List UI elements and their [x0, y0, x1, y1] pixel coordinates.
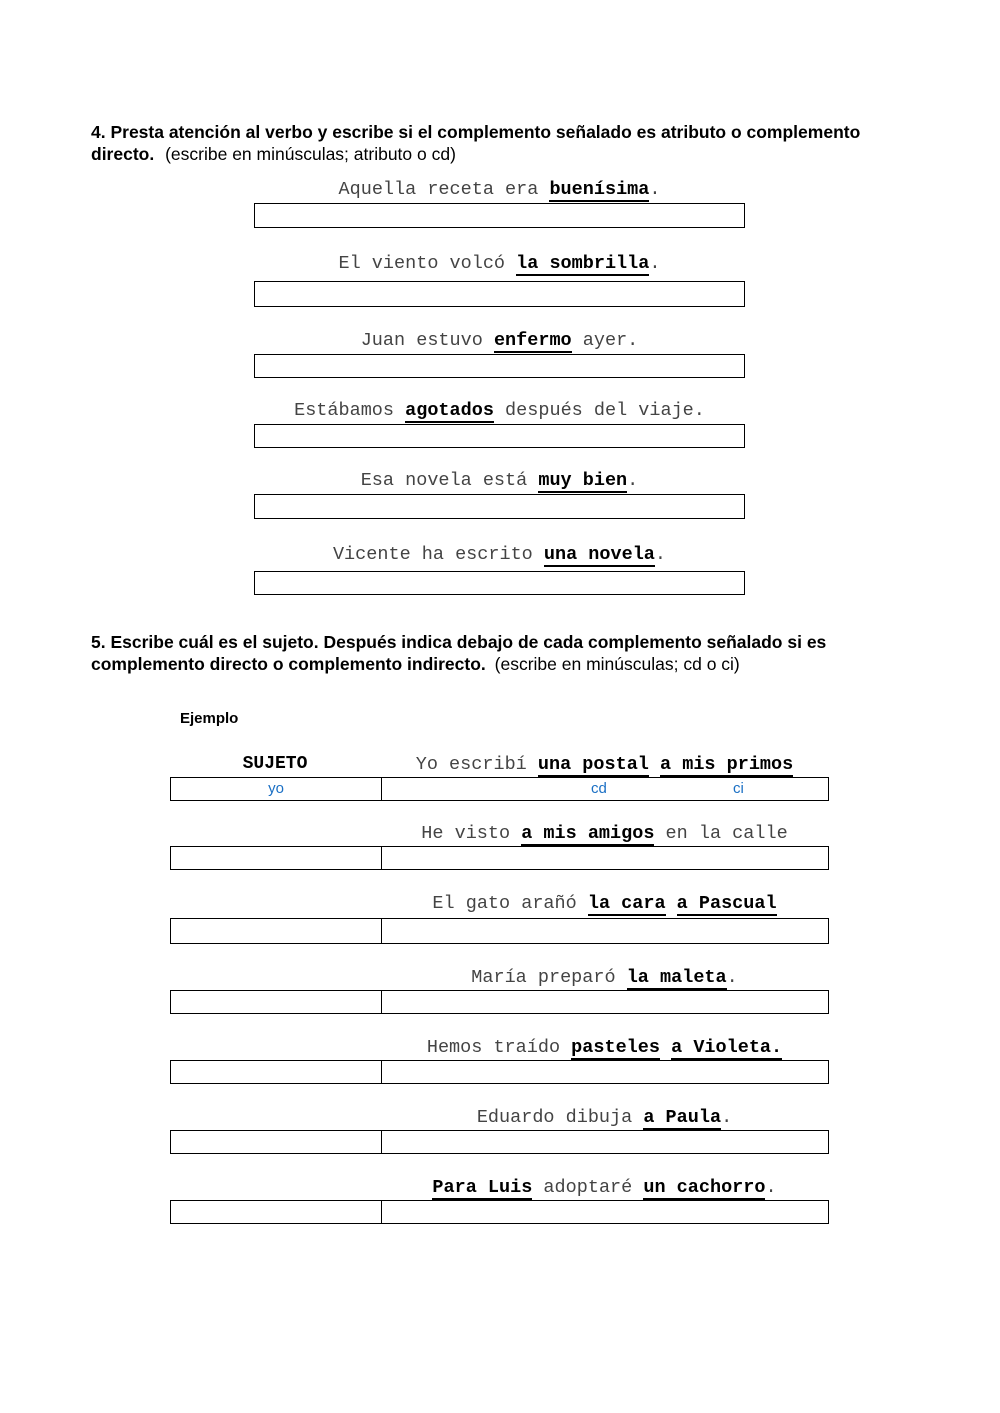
complement-input-6[interactable]: [382, 1201, 828, 1223]
example-answer-ci: ci: [733, 780, 744, 797]
complement-input-4[interactable]: [382, 1061, 828, 1083]
ex5-answer-row-6: [170, 1200, 829, 1224]
exercise-5-instruction-note: (escribe en minúsculas; cd o ci): [494, 654, 740, 674]
subject-input-6[interactable]: [171, 1201, 381, 1223]
ex4-marked-complement: la sombrilla: [516, 253, 650, 274]
ex5-example-complements-cell: [382, 778, 828, 800]
ex4-marked-complement: buenísima: [549, 179, 650, 200]
ex4-marked-complement: muy bien: [538, 470, 628, 491]
ex5-answer-row-3: [170, 990, 829, 1014]
example-subject-answer: yo: [268, 780, 284, 797]
ex5-answer-row-1: [170, 846, 829, 870]
ex4-answer-box-3[interactable]: [254, 354, 745, 378]
ex4-marked-complement: una novela: [543, 544, 655, 565]
ex4-answer-box-2[interactable]: [254, 281, 745, 307]
ex4-sentence-6: Vicente ha escrito una novela.: [332, 544, 667, 565]
ex5-sentence-6: Para Luis adoptaré un cachorro.: [432, 1177, 777, 1198]
ex4-answer-box-6[interactable]: [254, 571, 745, 595]
subject-input-3[interactable]: [171, 991, 381, 1013]
ex5-sentence-3: María preparó la maleta.: [471, 967, 738, 988]
ex4-answer-input-1[interactable]: [255, 204, 744, 227]
subject-input-1[interactable]: [171, 847, 381, 869]
subject-input-2[interactable]: [171, 919, 381, 943]
ex5-answer-row-4: [170, 1060, 829, 1084]
ex4-sentence-3: Juan estuvo enfermo ayer.: [360, 330, 639, 351]
ex4-answer-box-5[interactable]: [254, 494, 745, 519]
ex5-marked-complement: a Paula: [643, 1107, 722, 1128]
example-answer-cd: cd: [591, 780, 607, 797]
ex4-marked-complement: enfermo: [493, 330, 572, 351]
ex5-marked-complement: a Violeta.: [671, 1037, 783, 1058]
ex4-answer-box-4[interactable]: [254, 424, 745, 448]
ex5-sentence-1: He visto a mis amigos en la calle: [421, 823, 788, 844]
ex5-answer-row-2: [170, 918, 829, 944]
ex5-marked-complement: a Pascual: [676, 893, 777, 914]
subject-header: SUJETO: [242, 754, 308, 774]
ex5-sentence-2: El gato arañó la cara a Pascual: [432, 893, 777, 914]
complement-input-1[interactable]: [382, 847, 828, 869]
ex4-sentence-2: El viento volcó la sombrilla.: [338, 253, 661, 274]
ex5-marked-complement: un cachorro: [643, 1177, 766, 1198]
ex5-marked-complement: a mis amigos: [521, 823, 655, 844]
ex5-marked-complement: pasteles: [571, 1037, 660, 1058]
ex4-sentence-1: Aquella receta era buenísima.: [338, 179, 661, 200]
complement-input-2[interactable]: [382, 919, 828, 943]
subject-input-5[interactable]: [171, 1131, 381, 1153]
exercise-4-instruction-bold: 4. Presta atención al verbo y escribe si el complemento señalado es atributo o complemento directo.: [91, 122, 861, 164]
ex5-example-subject-cell: [171, 778, 382, 800]
ex5-sentence-4: Hemos traído pasteles a Violeta.: [426, 1037, 783, 1058]
ex4-marked-complement: agotados: [405, 400, 494, 421]
ex4-answer-input-4[interactable]: [255, 425, 744, 447]
ex5-sentence-5: Eduardo dibuja a Paula.: [476, 1107, 733, 1128]
ex5-marked-complement: Para Luis: [432, 1177, 533, 1198]
ex5-marked-complement: la cara: [587, 893, 666, 914]
subject-input-4[interactable]: [171, 1061, 381, 1083]
ex5-marked-complement: a mis primos: [660, 754, 794, 775]
exercise-5-instruction-bold: 5. Escribe cuál es el sujeto. Después indica debajo de cada complemento señalado si es complemento directo o complemento indirecto.: [91, 632, 827, 674]
ex4-answer-input-6[interactable]: [255, 572, 744, 594]
exercise-4-instruction: [91, 121, 921, 165]
ex5-marked-complement: una postal: [537, 754, 649, 775]
ex4-answer-input-5[interactable]: [255, 495, 744, 518]
ex5-example-row: [170, 777, 829, 801]
ex4-sentence-4: Estábamos agotados después del viaje.: [294, 400, 705, 421]
ex5-answer-row-5: [170, 1130, 829, 1154]
complement-input-5[interactable]: [382, 1131, 828, 1153]
example-label: Ejemplo: [180, 710, 239, 727]
ex4-sentence-5: Esa novela está muy bien.: [360, 470, 639, 491]
ex4-answer-box-1[interactable]: [254, 203, 745, 228]
ex4-answer-input-3[interactable]: [255, 355, 744, 377]
exercise-4-instruction-note: (escribe en minúsculas; atributo o cd): [165, 144, 456, 164]
complement-input-3[interactable]: [382, 991, 828, 1013]
ex4-answer-input-2[interactable]: [255, 282, 744, 306]
ex5-marked-complement: la maleta: [626, 967, 727, 988]
ex5-example-sentence: Yo escribí una postal a mis primos: [415, 754, 794, 775]
exercise-5-instruction: [91, 631, 921, 675]
